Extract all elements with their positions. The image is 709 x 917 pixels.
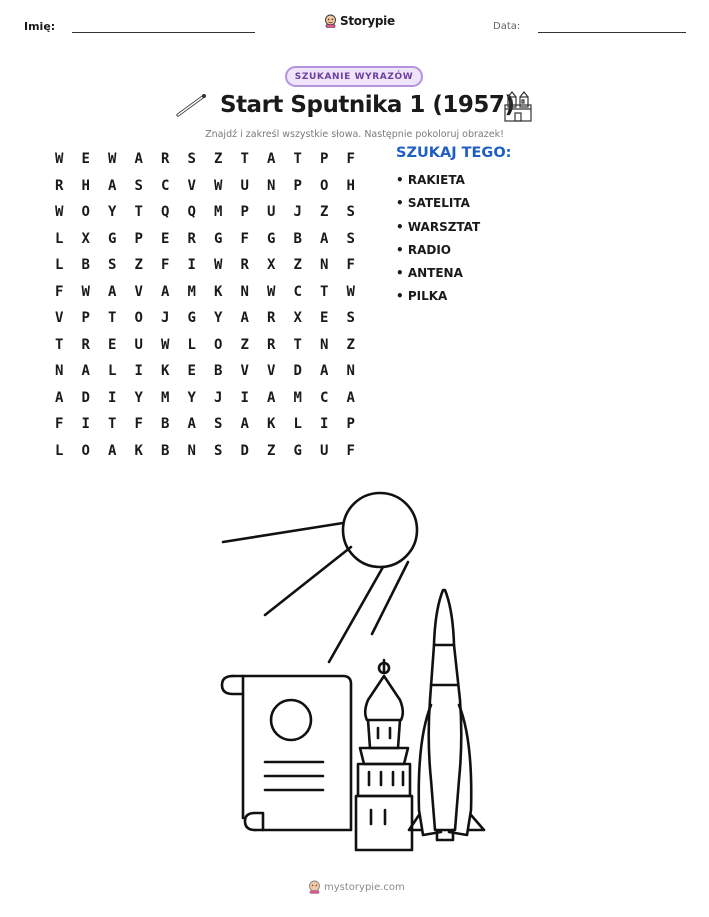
grid-cell[interactable]: T (320, 283, 329, 300)
grid-cell[interactable]: F (346, 257, 355, 274)
grid-cell[interactable]: F (240, 230, 249, 247)
page-title: Start Sputnika 1 (1957) (220, 92, 515, 118)
grid-cell[interactable]: Z (240, 336, 249, 353)
grid-cell[interactable]: I (108, 389, 117, 406)
grid-cell[interactable]: X (267, 257, 276, 274)
grid-cell[interactable]: E (187, 363, 196, 380)
magic-wand-icon (175, 92, 209, 118)
grid-cell[interactable]: B (214, 363, 223, 380)
grid-cell[interactable]: F (346, 442, 355, 459)
grid-cell[interactable]: W (81, 283, 90, 300)
grid-cell[interactable]: K (161, 363, 170, 380)
grid-cell[interactable]: E (161, 230, 170, 247)
sputnik-satellite (223, 493, 417, 662)
grid-cell[interactable]: B (293, 230, 302, 247)
grid-cell[interactable]: O (320, 177, 329, 194)
grid-cell[interactable]: A (55, 389, 64, 406)
grid-cell[interactable]: S (214, 442, 223, 459)
grid-cell[interactable]: W (346, 283, 355, 300)
grid-cell[interactable]: Z (214, 151, 223, 168)
grid-cell[interactable]: K (134, 442, 143, 459)
grid-cell[interactable]: V (240, 363, 249, 380)
word-list-item: • WARSZTAT (396, 219, 481, 234)
grid-cell[interactable]: E (320, 310, 329, 327)
grid-cell[interactable]: O (214, 336, 223, 353)
grid-cell[interactable]: M (214, 204, 223, 221)
sputnik-rocket-tower-scroll-illustration (205, 480, 505, 860)
grid-cell[interactable]: N (320, 257, 329, 274)
grid-cell[interactable]: Q (187, 204, 196, 221)
grid-cell[interactable]: M (161, 389, 170, 406)
grid-cell[interactable]: A (267, 151, 276, 168)
grid-cell[interactable]: N (320, 336, 329, 353)
grid-cell[interactable]: W (214, 177, 223, 194)
grid-cell[interactable]: F (346, 151, 355, 168)
grid-cell[interactable]: K (267, 416, 276, 433)
grid-cell[interactable]: A (320, 363, 329, 380)
grid-cell[interactable]: F (134, 416, 143, 433)
grid-cell[interactable]: T (108, 416, 117, 433)
grid-cell[interactable]: P (293, 177, 302, 194)
grid-cell[interactable]: G (108, 230, 117, 247)
grid-cell[interactable]: K (214, 283, 223, 300)
word-list (396, 170, 480, 310)
activity-badge: SZUKANIE WYRAZÓW (285, 66, 423, 87)
grid-cell[interactable]: W (267, 283, 276, 300)
grid-cell[interactable]: Z (134, 257, 143, 274)
grid-cell[interactable]: A (81, 363, 90, 380)
grid-cell[interactable]: R (161, 151, 170, 168)
word-list-item: • SATELITA (396, 196, 470, 211)
grid-cell[interactable]: U (134, 336, 143, 353)
grid-cell[interactable]: C (320, 389, 329, 406)
grid-cell[interactable]: O (81, 442, 90, 459)
grid-cell[interactable]: B (161, 442, 170, 459)
word-list-title: SZUKAJ TEGO: (396, 145, 512, 161)
grid-cell[interactable]: I (240, 389, 249, 406)
grid-cell[interactable]: V (187, 177, 196, 194)
word-list-item: • RADIO (396, 242, 452, 257)
grid-cell[interactable]: F (161, 257, 170, 274)
grid-cell[interactable]: Z (293, 257, 302, 274)
grid-cell[interactable]: I (187, 257, 196, 274)
grid-cell[interactable]: I (320, 416, 329, 433)
brand-name: Storypie (340, 14, 395, 28)
grid-cell[interactable]: P (240, 204, 249, 221)
grid-cell[interactable]: R (267, 336, 276, 353)
castle-icon (501, 91, 535, 123)
grid-cell[interactable]: Z (320, 204, 329, 221)
grid-cell[interactable]: D (81, 389, 90, 406)
grid-cell[interactable]: N (240, 283, 249, 300)
grid-cell[interactable]: E (81, 151, 90, 168)
grid-cell[interactable]: S (108, 257, 117, 274)
grid-cell[interactable]: X (81, 230, 90, 247)
grid-cell[interactable]: O (81, 204, 90, 221)
grid-cell[interactable]: F (55, 283, 64, 300)
grid-cell[interactable]: S (346, 204, 355, 221)
date-label: Data: (493, 21, 521, 32)
footer (308, 880, 405, 894)
grid-cell[interactable]: X (293, 310, 302, 327)
grid-cell[interactable]: A (267, 389, 276, 406)
word-search-grid (46, 146, 364, 464)
grid-cell[interactable]: A (108, 442, 117, 459)
grid-cell[interactable]: A (346, 389, 355, 406)
grid-cell[interactable]: I (134, 363, 143, 380)
grid-cell[interactable]: Y (214, 310, 223, 327)
name-label: Imię: (24, 20, 56, 33)
grid-cell[interactable]: A (108, 283, 117, 300)
grid-cell[interactable]: W (108, 151, 117, 168)
grid-cell[interactable]: R (81, 336, 90, 353)
grid-cell[interactable]: A (320, 230, 329, 247)
grid-cell[interactable]: N (346, 363, 355, 380)
grid-cell[interactable]: U (320, 442, 329, 459)
grid-cell[interactable]: A (240, 310, 249, 327)
grid-cell[interactable]: N (187, 442, 196, 459)
instructions: Znajdź i zakreśl wszystkie słowa. Następnie pokoloruj obrazek! (205, 129, 504, 140)
grid-cell[interactable]: Z (267, 442, 276, 459)
grid-cell[interactable]: J (214, 389, 223, 406)
grid-cell[interactable]: M (293, 389, 302, 406)
scroll-document (222, 676, 351, 830)
grid-cell[interactable]: W (161, 336, 170, 353)
grid-cell[interactable]: Q (161, 204, 170, 221)
grid-cell[interactable]: J (293, 204, 302, 221)
grid-cell[interactable]: R (55, 177, 64, 194)
grid-cell[interactable]: V (267, 363, 276, 380)
kremlin-tower (356, 660, 412, 850)
grid-cell[interactable]: P (134, 230, 143, 247)
grid-cell[interactable]: F (55, 416, 64, 433)
grid-cell[interactable]: G (187, 310, 196, 327)
grid-cell[interactable]: A (161, 283, 170, 300)
grid-cell[interactable]: A (240, 416, 249, 433)
grid-cell[interactable]: L (187, 336, 196, 353)
grid-cell[interactable]: Y (187, 389, 196, 406)
grid-cell[interactable]: G (293, 442, 302, 459)
grid-cell[interactable]: B (161, 416, 170, 433)
grid-cell[interactable]: C (293, 283, 302, 300)
grid-cell[interactable]: V (55, 310, 64, 327)
grid-cell[interactable]: A (187, 416, 196, 433)
grid-cell[interactable]: L (55, 257, 64, 274)
grid-cell[interactable]: I (81, 416, 90, 433)
grid-cell[interactable]: B (81, 257, 90, 274)
storypie-logo-icon (308, 880, 321, 894)
grid-cell[interactable]: T (240, 151, 249, 168)
grid-cell[interactable]: T (108, 310, 117, 327)
grid-cell[interactable]: A (108, 177, 117, 194)
grid-cell[interactable]: G (214, 230, 223, 247)
grid-cell[interactable]: S (346, 230, 355, 247)
date-line (538, 32, 686, 33)
grid-cell[interactable]: G (267, 230, 276, 247)
word-list-item: • ANTENA (396, 266, 463, 281)
grid-cell[interactable]: P (81, 310, 90, 327)
grid-cell[interactable]: H (346, 177, 355, 194)
grid-cell[interactable]: P (320, 151, 329, 168)
grid-cell[interactable]: T (293, 151, 302, 168)
grid-cell[interactable]: V (134, 283, 143, 300)
rocket (409, 590, 484, 840)
grid-cell[interactable]: L (55, 230, 64, 247)
grid-cell[interactable]: R (267, 310, 276, 327)
footer-url: mystorypie.com (324, 881, 405, 893)
grid-cell[interactable]: S (346, 310, 355, 327)
grid-cell[interactable]: T (293, 336, 302, 353)
grid-cell[interactable]: Y (134, 389, 143, 406)
grid-cell[interactable]: R (240, 257, 249, 274)
grid-cell[interactable]: Y (108, 204, 117, 221)
word-list-item: • RAKIETA (396, 173, 465, 187)
grid-cell[interactable]: U (267, 204, 276, 221)
grid-cell[interactable]: S (214, 416, 223, 433)
grid-cell[interactable]: W (55, 151, 64, 168)
grid-cell[interactable]: N (267, 177, 276, 194)
grid-cell[interactable]: L (108, 363, 117, 380)
grid-cell[interactable]: T (55, 336, 64, 353)
word-list-item: • PILKA (396, 289, 448, 304)
grid-cell[interactable]: C (161, 177, 170, 194)
grid-cell[interactable]: J (161, 310, 170, 327)
grid-cell[interactable]: M (187, 283, 196, 300)
grid-cell[interactable]: O (134, 310, 143, 327)
grid-cell[interactable]: L (293, 416, 302, 433)
grid-cell[interactable]: W (214, 257, 223, 274)
grid-cell[interactable]: S (187, 151, 196, 168)
grid-cell[interactable]: L (55, 442, 64, 459)
name-line (72, 32, 255, 33)
grid-cell[interactable]: H (81, 177, 90, 194)
grid-cell[interactable]: Z (346, 336, 355, 353)
grid-cell[interactable]: W (55, 204, 64, 221)
grid-cell[interactable]: N (55, 363, 64, 380)
brand-logo (324, 14, 395, 28)
grid-cell[interactable]: T (134, 204, 143, 221)
storypie-logo-icon (324, 14, 337, 28)
grid-cell[interactable]: D (293, 363, 302, 380)
grid-cell[interactable]: R (187, 230, 196, 247)
grid-cell[interactable]: D (240, 442, 249, 459)
grid-cell[interactable]: U (240, 177, 249, 194)
grid-cell[interactable]: S (134, 177, 143, 194)
grid-cell[interactable]: E (108, 336, 117, 353)
grid-cell[interactable]: A (134, 151, 143, 168)
grid-cell[interactable]: P (346, 416, 355, 433)
